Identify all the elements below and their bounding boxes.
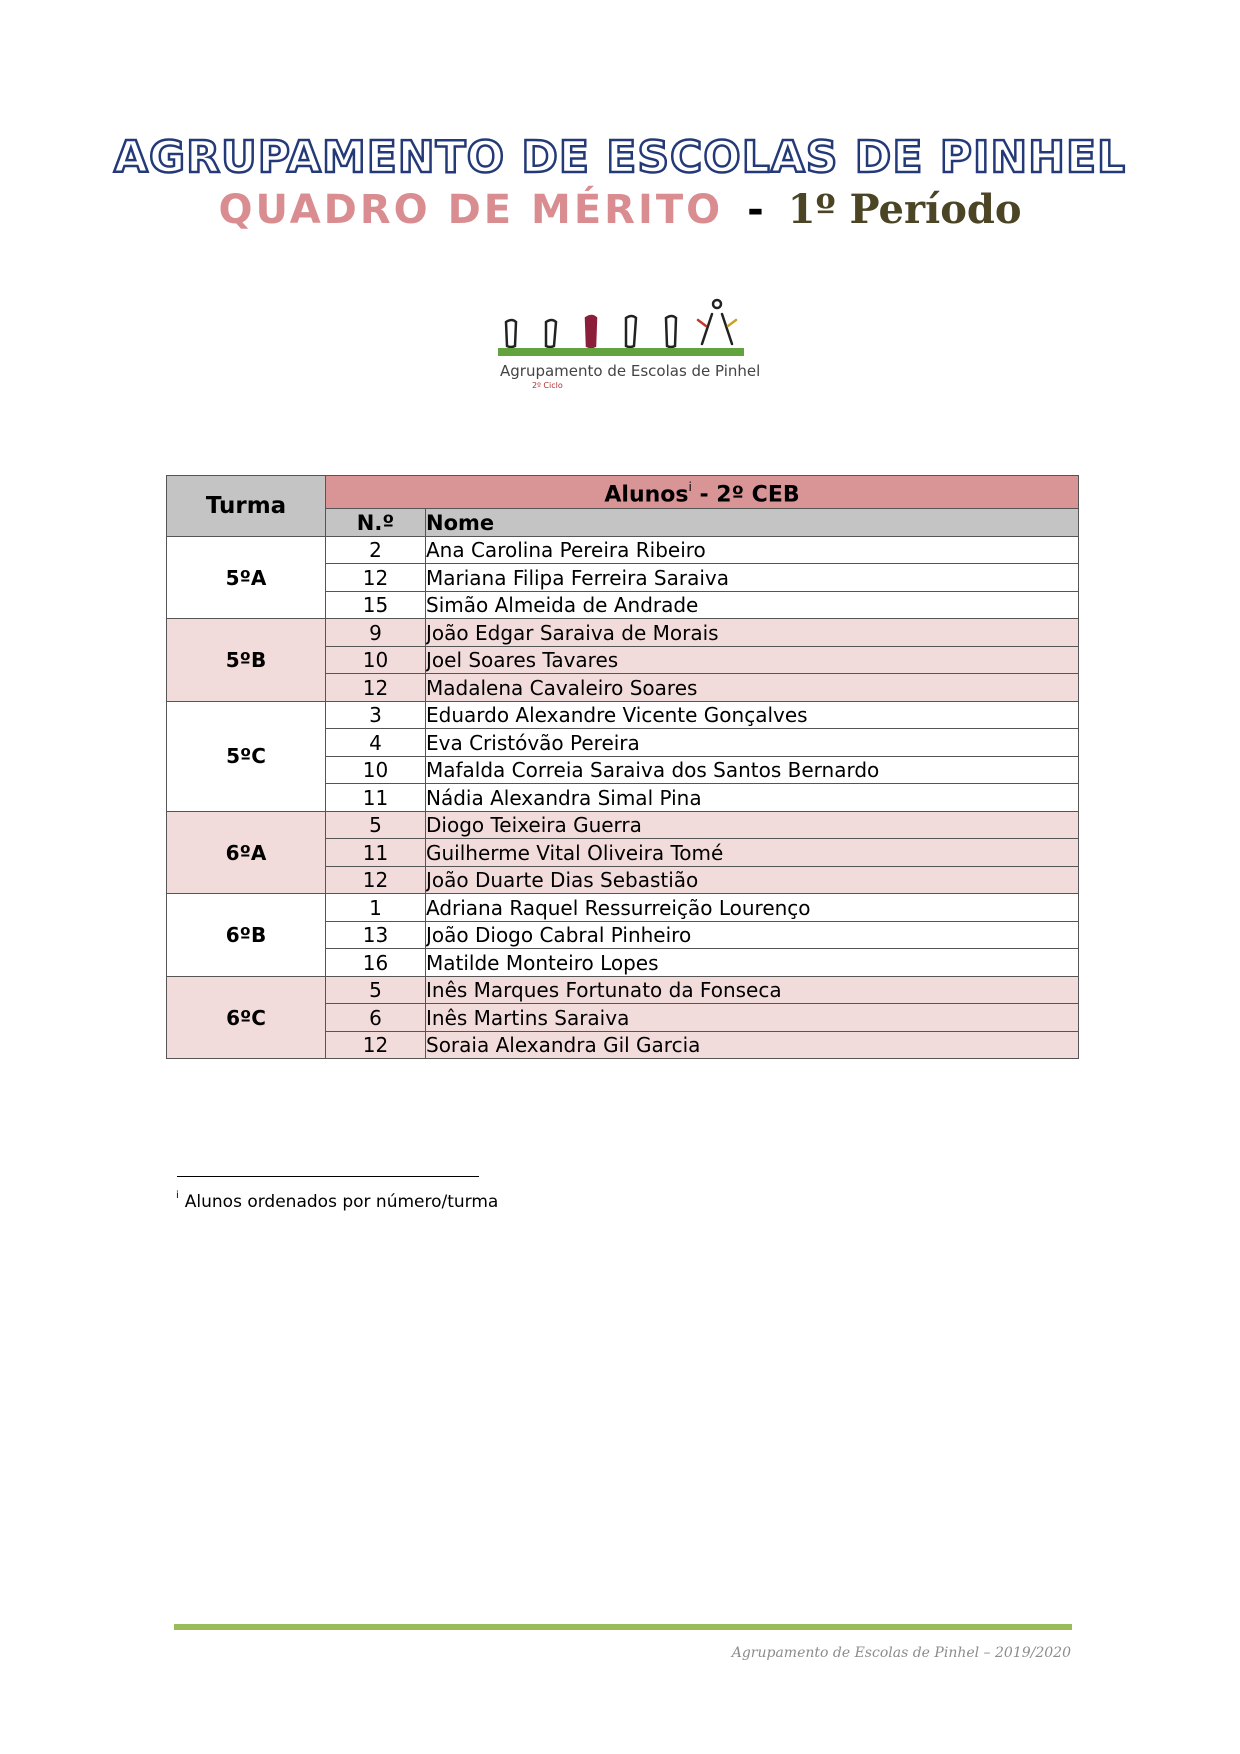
student-name: Mafalda Correia Saraiva dos Santos Bernardo — [426, 756, 1079, 784]
merit-table-body — [167, 536, 1079, 1059]
footnote-separator — [177, 1176, 479, 1177]
footnote-ref: i — [688, 480, 692, 494]
student-number: 10 — [326, 646, 426, 674]
student-number: 9 — [326, 619, 426, 647]
footer-rule — [174, 1624, 1072, 1630]
student-name: Eduardo Alexandre Vicente Gonçalves — [426, 701, 1079, 729]
student-number: 16 — [326, 949, 426, 977]
logo-caption: Agrupamento de Escolas de Pinhel — [500, 362, 760, 380]
student-name: Inês Martins Saraiva — [426, 1004, 1079, 1032]
turma-cell: 6ºA — [167, 811, 326, 894]
turma-cell: 6ºC — [167, 976, 326, 1059]
period-title: 1º Período — [787, 186, 1022, 233]
student-number: 10 — [326, 756, 426, 784]
table-row — [167, 701, 1079, 729]
turma-cell: 5ºA — [167, 536, 326, 619]
student-name: Guilherme Vital Oliveira Tomé — [426, 839, 1079, 867]
student-number: 12 — [326, 674, 426, 702]
turma-cell: 6ºB — [167, 894, 326, 977]
student-number: 12 — [326, 1031, 426, 1059]
title-dash: - — [747, 187, 764, 233]
student-number: 11 — [326, 839, 426, 867]
student-name: Joel Soares Tavares — [426, 646, 1079, 674]
table-row — [167, 536, 1079, 564]
student-name: João Diogo Cabral Pinheiro — [426, 921, 1079, 949]
student-name: Diogo Teixeira Guerra — [426, 811, 1079, 839]
turma-cell: 5ºB — [167, 619, 326, 702]
student-number: 15 — [326, 591, 426, 619]
table-row — [167, 619, 1079, 647]
turma-header: Turma — [167, 476, 326, 537]
student-number: 3 — [326, 701, 426, 729]
student-name: Mariana Filipa Ferreira Saraiva — [426, 564, 1079, 592]
student-name: Inês Marques Fortunato da Fonseca — [426, 976, 1079, 1004]
student-number: 1 — [326, 894, 426, 922]
logo-subcaption: 2º Ciclo — [532, 381, 563, 390]
student-number: 12 — [326, 564, 426, 592]
student-name: Soraia Alexandra Gil Garcia — [426, 1031, 1079, 1059]
table-row — [167, 811, 1079, 839]
student-number: 5 — [326, 811, 426, 839]
student-number: 12 — [326, 866, 426, 894]
student-name: João Edgar Saraiva de Morais — [426, 619, 1079, 647]
student-name: Eva Cristóvão Pereira — [426, 729, 1079, 757]
student-number: 13 — [326, 921, 426, 949]
school-title: AGRUPAMENTO DE ESCOLAS DE PINHEL — [113, 132, 1127, 183]
footnote: $^i$ Alunos ordenados por número/turma — [176, 1190, 499, 1212]
footer-text: Agrupamento de Escolas de Pinhel – 2019/2020 — [731, 1645, 1071, 1661]
student-number: 6 — [326, 1004, 426, 1032]
student-name: Nádia Alexandra Simal Pina — [426, 784, 1079, 812]
student-name: Madalena Cavaleiro Soares — [426, 674, 1079, 702]
quadro-title: QUADRO DE MÉRITO — [218, 187, 724, 233]
num-header: N.º — [326, 509, 426, 537]
student-name: Adriana Raquel Ressurreição Lourenço — [426, 894, 1079, 922]
student-name: Simão Almeida de Andrade — [426, 591, 1079, 619]
student-name: Matilde Monteiro Lopes — [426, 949, 1079, 977]
table-row — [167, 976, 1079, 1004]
school-logo-icon — [490, 286, 760, 390]
student-name: João Duarte Dias Sebastião — [426, 866, 1079, 894]
page-subtitle — [0, 186, 1240, 233]
student-number: 4 — [326, 729, 426, 757]
student-number: 11 — [326, 784, 426, 812]
turma-cell: 5ºC — [167, 701, 326, 811]
merit-table — [166, 475, 1079, 1059]
student-number: 2 — [326, 536, 426, 564]
student-name: Ana Carolina Pereira Ribeiro — [426, 536, 1079, 564]
nome-header: Nome — [426, 509, 1079, 537]
table-row — [167, 894, 1079, 922]
alunos-header: Alunos$^i$ - 2º CEB — [326, 476, 1079, 509]
student-number: 5 — [326, 976, 426, 1004]
